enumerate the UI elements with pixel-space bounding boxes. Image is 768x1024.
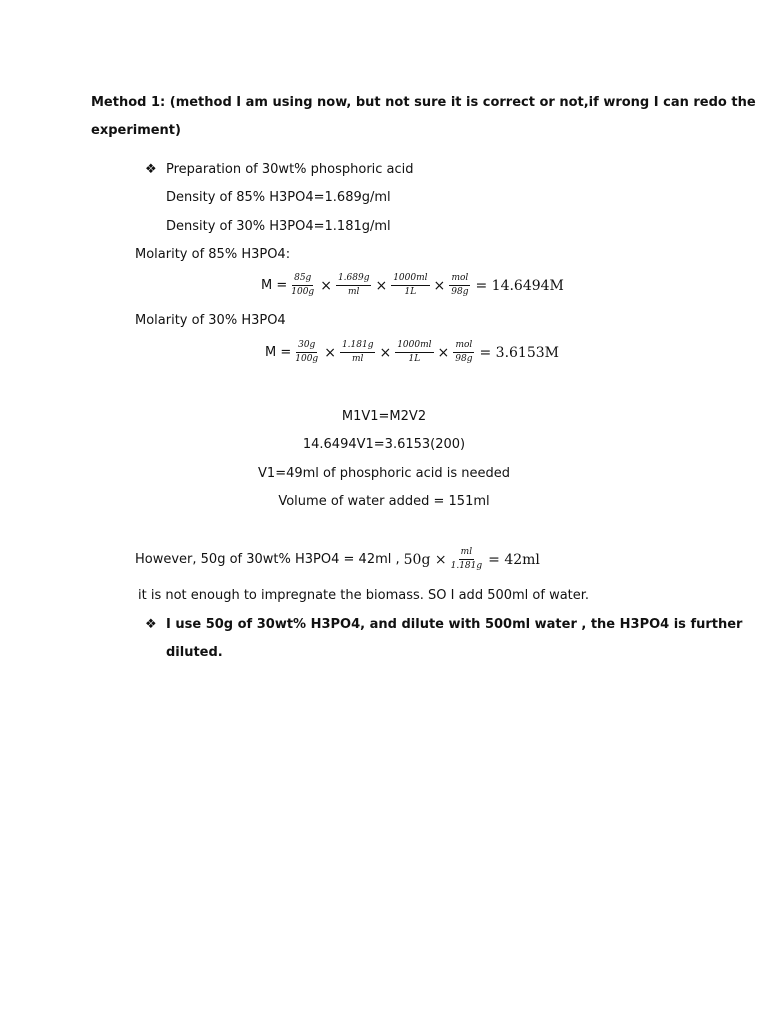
however-text: However, 50g of 30wt% H3PO4 = 42ml ,: [135, 552, 400, 567]
fraction: $\frac{1000ml}{1L}$: [393, 273, 428, 297]
equation-lhs: M =: [261, 278, 288, 293]
molarity-30-label: Molarity of 30% H3PO4: [135, 313, 286, 328]
molarity-85-label: Molarity of 85% H3PO4:: [135, 247, 291, 262]
density-85: Density of 85% H3PO4=1.689g/ml: [166, 190, 391, 205]
fraction: $\frac{30g}{100g}$: [295, 340, 319, 364]
however-line: [135, 546, 540, 573]
molarity-30-equation: [265, 339, 559, 366]
equation-result: = 14.6494M: [475, 277, 564, 294]
heading-line-1: Method 1: (method I am using now, but not sure it is correct or not,if wrong I can redo the: [91, 95, 756, 110]
not-enough-text: it is not enough to impregnate the biomass. SO I add 500ml of water.: [138, 588, 590, 603]
bullet-icon: ❖: [145, 617, 157, 632]
fraction: $\frac{ml}{1.181g}$: [450, 547, 483, 571]
prep-title: Preparation of 30wt% phosphoric acid: [166, 162, 414, 177]
dilution-substitution: 14.6494V1=3.6153(200): [302, 437, 466, 452]
equation-lhs: M =: [265, 345, 292, 360]
fraction: $\frac{1.689g}{ml}$: [337, 273, 370, 297]
times-sign: ×: [375, 277, 388, 294]
fraction: $\frac{\text{mol}}{98g}$: [451, 273, 469, 297]
fraction: $\frac{\text{mol}}{98g}$: [455, 340, 473, 364]
times-sign: ×: [324, 344, 336, 361]
bullet-icon: ❖: [145, 162, 157, 177]
fraction: $\frac{1.181g}{ml}$: [341, 340, 374, 364]
final-bullet-line-1: I use 50g of 30wt% H3PO4, and dilute with 500ml water , the H3PO4 is further: [166, 617, 743, 632]
dilution-water: Volume of water added = 151ml: [278, 494, 490, 509]
density-30: Density of 30% H3PO4=1.181g/ml: [166, 219, 391, 234]
dilution-formula: M1V1=M2V2: [341, 409, 427, 424]
equation-result: = 3.6153M: [479, 344, 559, 361]
however-eq-rhs: = 42ml: [488, 551, 540, 568]
fraction: $\frac{1000ml}{1L}$: [397, 340, 432, 364]
times-sign: ×: [433, 277, 446, 294]
heading-line-2: experiment): [91, 123, 181, 138]
molarity-85-equation: [261, 272, 564, 299]
times-sign: ×: [437, 344, 450, 361]
final-bullet-line-2: diluted.: [166, 645, 223, 660]
dilution-v1: V1=49ml of phosphoric acid is needed: [258, 466, 510, 481]
fraction: $\frac{85g}{100g}$: [291, 273, 315, 297]
however-eq-lhs: 50g ×: [403, 551, 447, 568]
times-sign: ×: [320, 277, 332, 294]
times-sign: ×: [379, 344, 392, 361]
